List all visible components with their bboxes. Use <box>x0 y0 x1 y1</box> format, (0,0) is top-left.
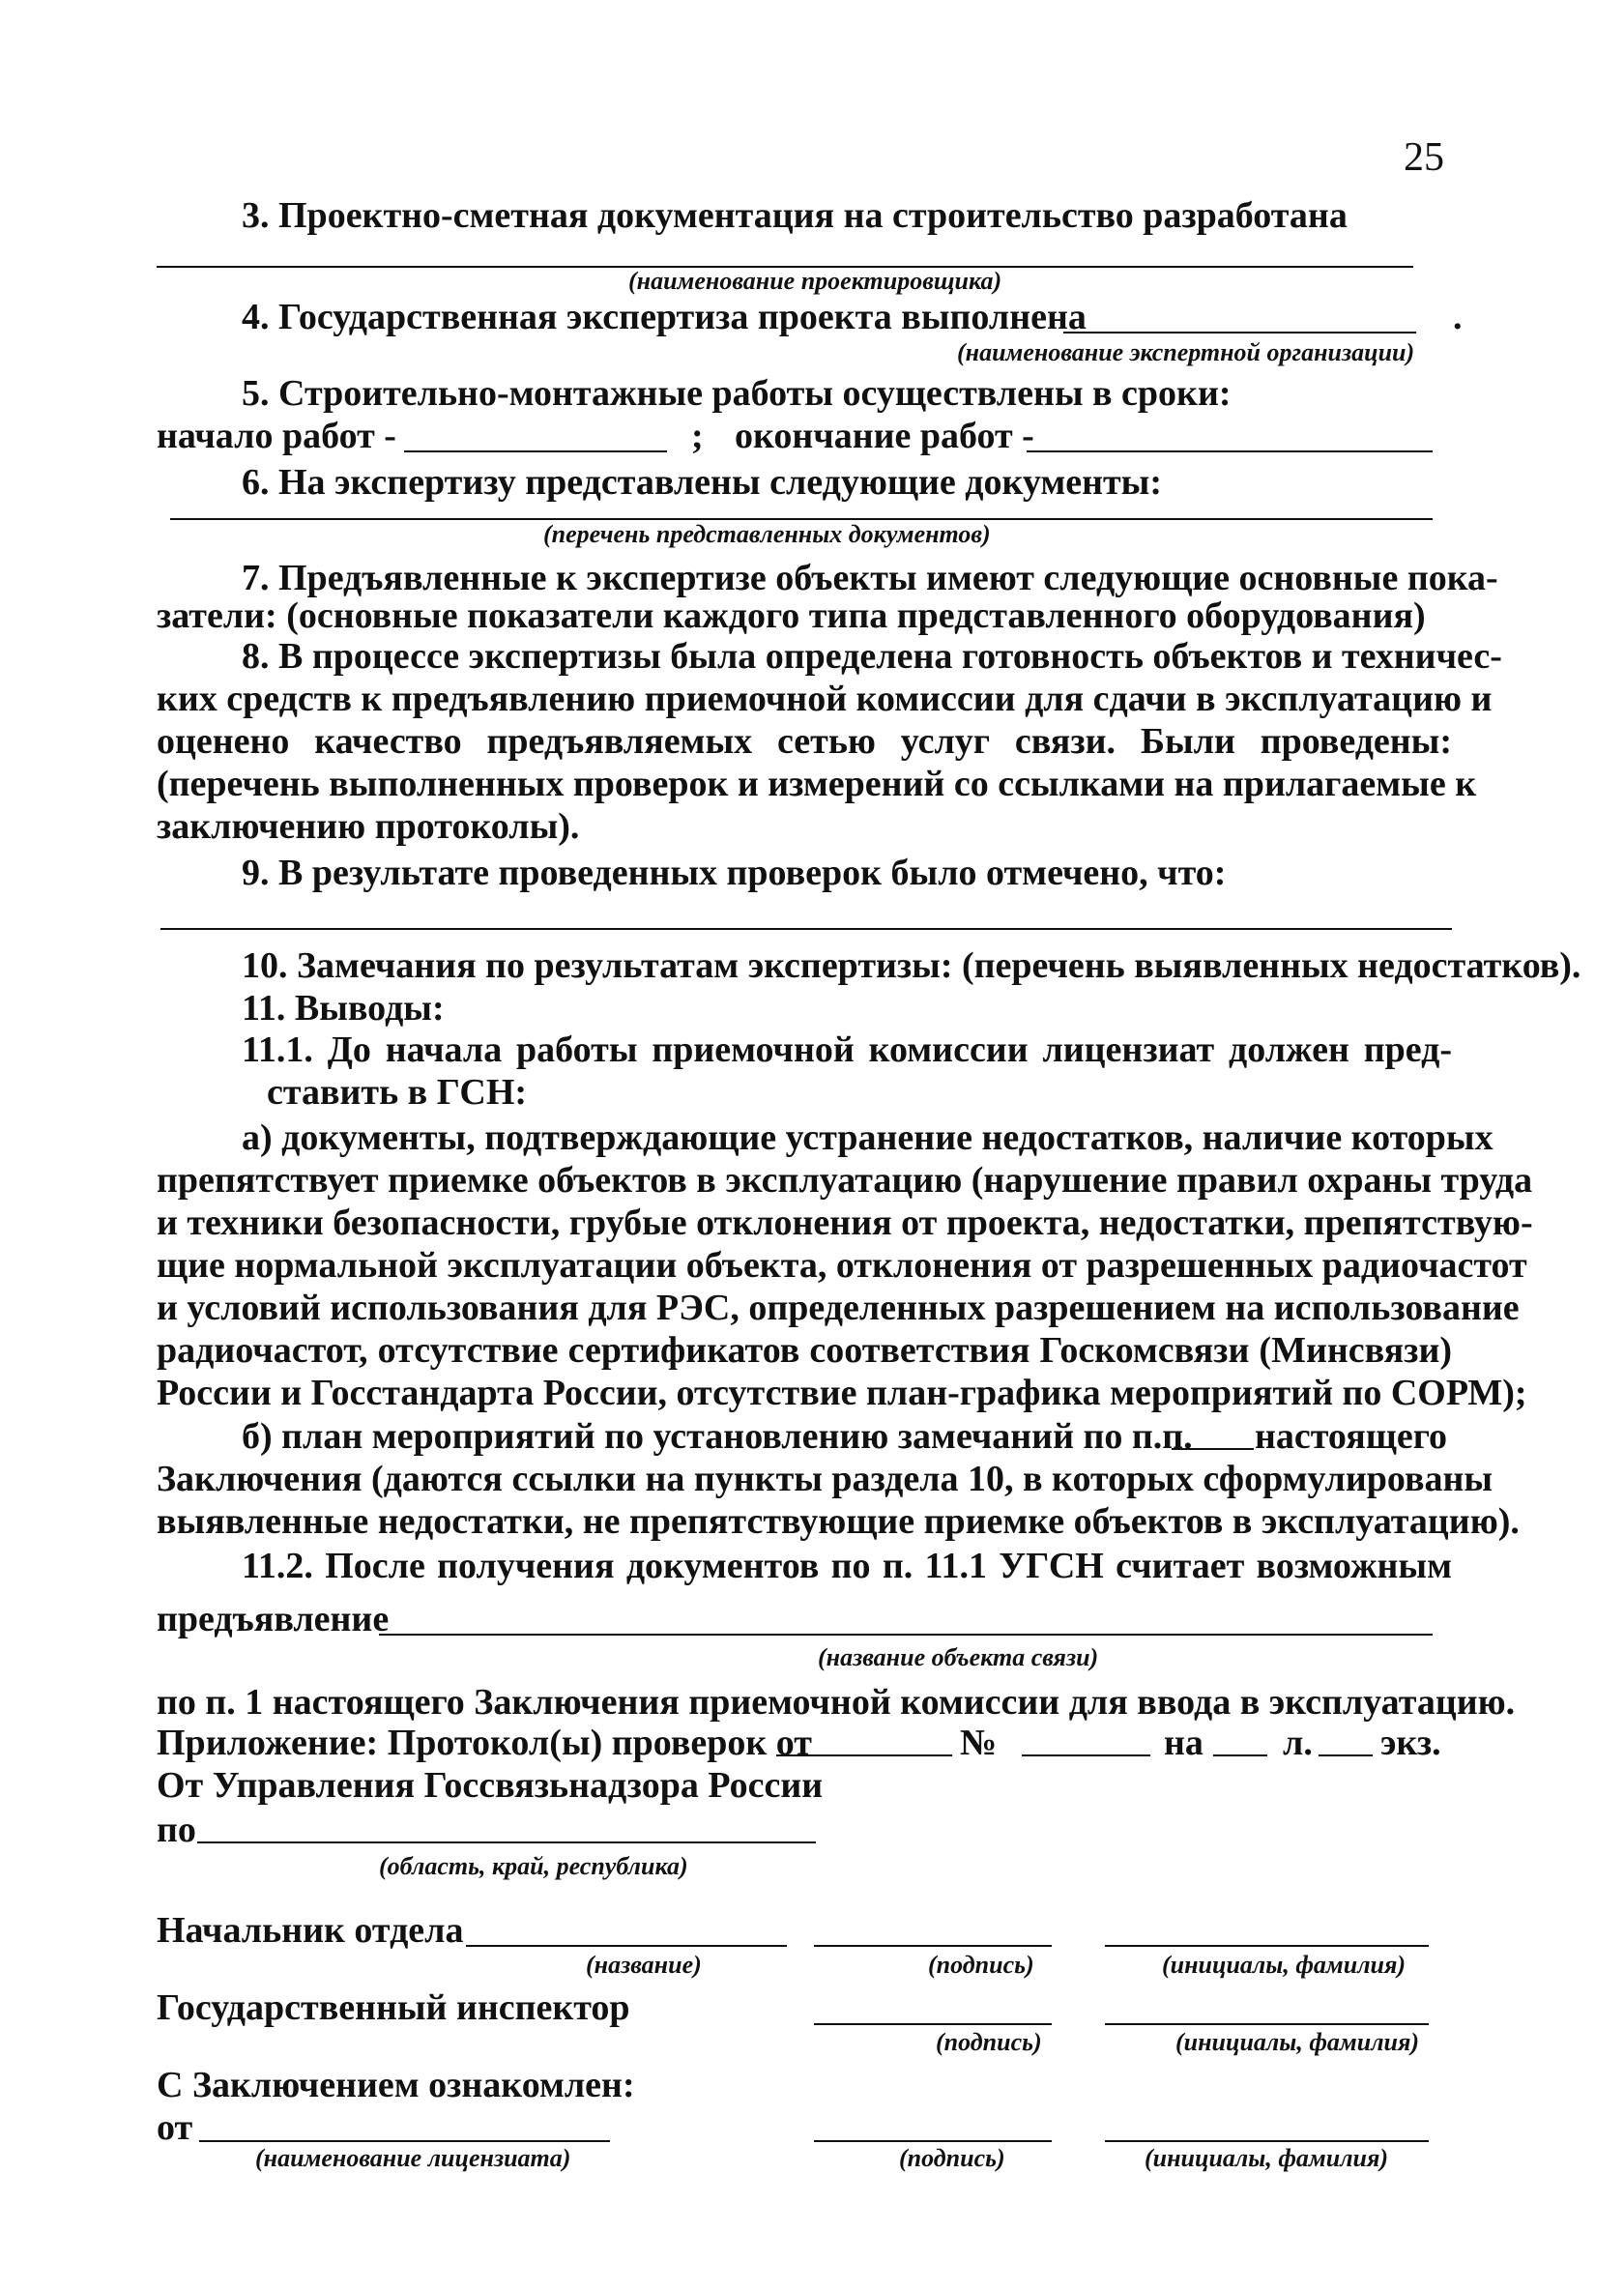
item-8-line-1: 8. В процессе экспертизы была определена готовность объектов и техничес- <box>242 636 1502 677</box>
item-11-2-caption: (название объекта связи) <box>818 1643 1099 1671</box>
item-a-line-4: щие нормальной эксплуатации объекта, отклонения от разрешенных радиочастот <box>157 1245 1527 1286</box>
item-9-text: 9. В результате проведенных проверок было отмечено, что: <box>242 853 1227 893</box>
item-b-line-2: Заключения (даются ссылки на пункты раздела 10, в которых сформулированы <box>157 1459 1494 1499</box>
region-line <box>197 1841 816 1843</box>
chief-initials-caption: (инициалы, фамилия) <box>1162 1951 1406 1979</box>
po-label: по <box>157 1810 196 1850</box>
licensee-caption: (наименование лицензиата) <box>255 2144 571 2172</box>
item-8-line-2: ких средств к предъявлению приемочной комиссии для сдачи в эксплуатацию и <box>157 679 1493 719</box>
item-11-2-line <box>379 1634 1433 1636</box>
item-4-end: . <box>1453 297 1463 337</box>
chief-sign-line <box>814 1945 1052 1947</box>
item-11-2-line-3: по п. 1 настоящего Заключения приемочной комиссии для ввода в эксплуатацию. <box>157 1682 1516 1723</box>
item-b-line-1-b: настоящего <box>1255 1416 1448 1457</box>
item-11-1-line-1: 11.1. До начала работы приемочной комиссии лицензиат должен пред- <box>242 1029 1452 1070</box>
item-8-line-5: заключению протоколы). <box>157 806 580 847</box>
appendix-ex: экз. <box>1380 1723 1441 1763</box>
inspector-initials-line <box>1105 2023 1429 2025</box>
item-4-line <box>1063 332 1416 333</box>
semicolon: ; <box>691 416 704 456</box>
inspector-sign-caption: (подпись) <box>936 2028 1042 2056</box>
item-a-line-6: радиочастот, отсутствие сертификатов соответствия Госкомсвязи (Минсвязи) <box>157 1330 1452 1371</box>
chief-name-caption: (название) <box>586 1951 702 1979</box>
familiarized-sign-caption: (подпись) <box>899 2144 1005 2172</box>
chief-label: Начальник отдела <box>157 1910 464 1951</box>
item-10-text: 10. Замечания по результатам экспертизы: (перечень выявленных недостатков). <box>242 945 1581 986</box>
item-8-line-4: (перечень выполненных проверок и измерений со ссылками на прилагаемые к <box>157 764 1477 804</box>
item-b-line-1-a: б) план мероприятий по установлению замечаний по п.п. <box>242 1416 1193 1457</box>
item-11-1-line-2: ставить в ГСН: <box>267 1072 528 1113</box>
appendix-date-line <box>776 1754 952 1756</box>
region-caption: (область, край, республика) <box>379 1852 688 1880</box>
item-a-line-5: и условий использования для РЭС, определенных разрешением на использование <box>157 1288 1520 1328</box>
item-8-line-3: оценено качество предъявляемых сетью услуг связи. Были проведены: <box>157 721 1452 762</box>
item-7-line-1: 7. Предъявленные к экспертизе объекты имеют следующие основные пока- <box>242 558 1498 598</box>
item-a-line-3: и техники безопасности, грубые отклонения от проекта, недостатки, препятствую- <box>157 1203 1533 1243</box>
appendix-number-line <box>1022 1754 1150 1756</box>
item-b-line-3: выявленные недостатки, не препятствующие приемке объектов в эксплуатацию). <box>157 1501 1520 1542</box>
appendix-label: Приложение: Протокол(ы) проверок от <box>157 1723 812 1763</box>
end-date-line <box>1027 450 1433 452</box>
item-6-caption: (перечень представленных документов) <box>543 520 991 548</box>
item-9-line <box>160 928 1452 930</box>
end-label: окончание работ - <box>735 416 1034 456</box>
item-7-line-2: затели: (основные показатели каждого типа представленного оборудования) <box>157 595 1426 636</box>
item-11-2-line-1: 11.2. После получения документов по п. 11.1 УГСН считает возможным <box>242 1546 1452 1586</box>
appendix-number-sign: № <box>960 1723 998 1763</box>
chief-sign-caption: (подпись) <box>928 1951 1034 1979</box>
inspector-initials-caption: (инициалы, фамилия) <box>1175 2028 1420 2056</box>
familiarized-sign-line <box>814 2140 1052 2142</box>
licensee-line <box>199 2140 610 2142</box>
inspector-label: Государственный инспектор <box>157 1987 630 2028</box>
item-3-caption: (наименование проектировщика) <box>628 267 1002 295</box>
item-3-text: 3. Проектно-сметная документация на строительство разработана <box>242 195 1348 236</box>
start-label: начало работ - <box>157 416 396 456</box>
from-office: От Управления Госсвязьнадзора России <box>157 1765 824 1806</box>
appendix-on: на <box>1164 1723 1204 1763</box>
chief-name-line <box>466 1945 787 1947</box>
start-date-line <box>404 450 667 452</box>
from-label: от <box>157 2107 193 2148</box>
familiarized-label: С Заключением ознакомлен: <box>157 2065 635 2105</box>
inspector-sign-line <box>814 2023 1052 2025</box>
item-4-caption: (наименование экспертной организации) <box>957 338 1415 366</box>
appendix-l: л. <box>1283 1723 1313 1763</box>
item-a-line-7: России и Госстандарта России, отсутствие план-графика мероприятий по СОРМ); <box>157 1373 1527 1413</box>
chief-initials-line <box>1105 1945 1429 1947</box>
item-4-text: 4. Государственная экспертиза проекта выполнена <box>242 297 1087 337</box>
familiarized-initials-line <box>1105 2140 1429 2142</box>
item-b-blank-line <box>1172 1448 1254 1450</box>
appendix-copies-line <box>1319 1754 1373 1756</box>
item-a-line-2: препятствует приемке объектов в эксплуатацию (нарушение правил охраны труда <box>157 1160 1533 1201</box>
item-11-2-line-2: предъявление <box>157 1599 390 1639</box>
item-11-text: 11. Выводы: <box>242 988 445 1029</box>
page-number: 25 <box>1404 135 1444 180</box>
item-a-line-1: а) документы, подтверждающие устранение недостатков, наличие которых <box>242 1117 1494 1158</box>
appendix-sheets-line <box>1213 1754 1267 1756</box>
item-6-text: 6. На экспертизу представлены следующие документы: <box>242 462 1162 503</box>
familiarized-initials-caption: (инициалы, фамилия) <box>1145 2144 1389 2172</box>
item-5-text: 5. Строительно-монтажные работы осуществлены в сроки: <box>242 373 1232 414</box>
